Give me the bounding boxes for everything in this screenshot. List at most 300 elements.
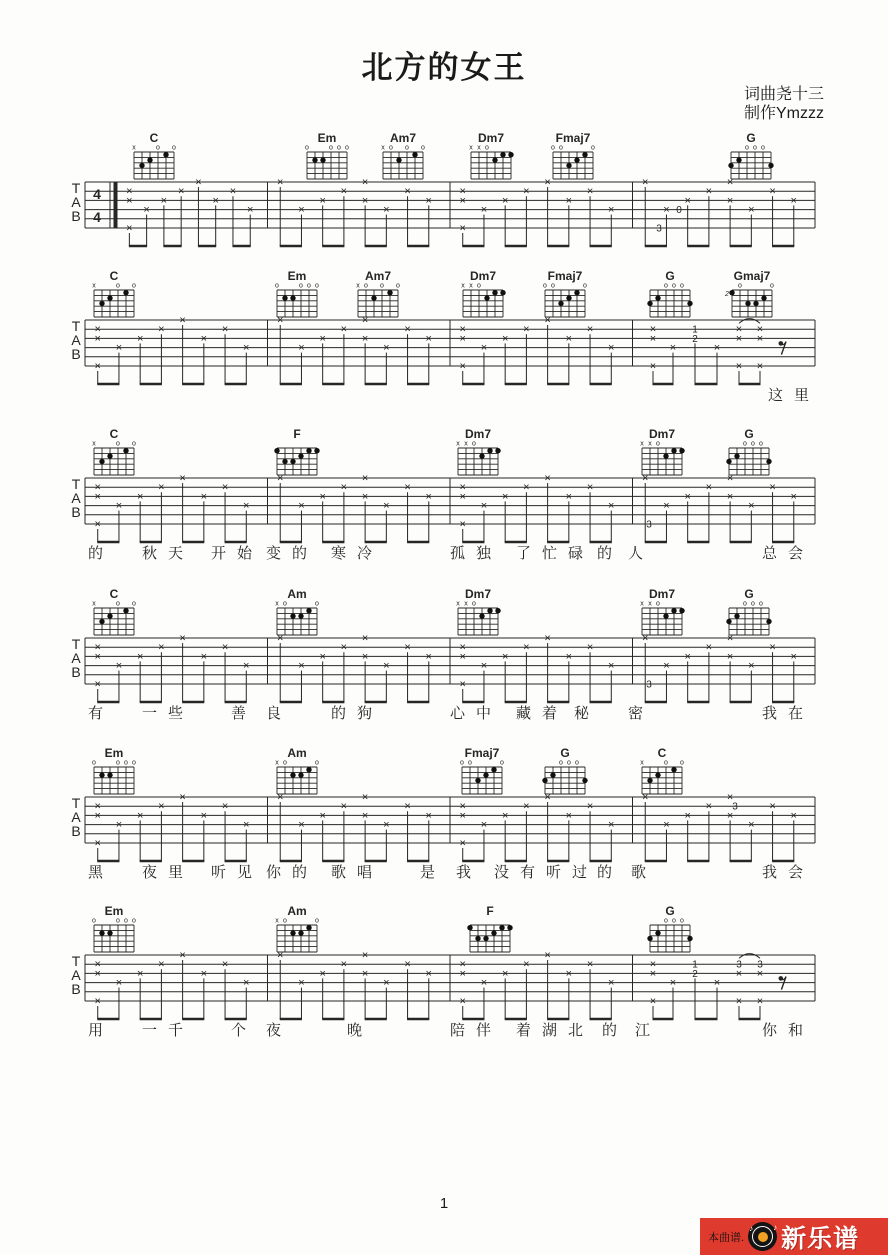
- svg-text:G: G: [744, 587, 754, 601]
- svg-text:×: ×: [404, 481, 411, 494]
- svg-text:o: o: [664, 917, 668, 925]
- svg-text:G: G: [744, 427, 754, 441]
- svg-text:×: ×: [383, 660, 390, 673]
- svg-text:×: ×: [221, 958, 229, 971]
- lyric-word: 我在: [762, 705, 815, 722]
- svg-text:o: o: [743, 600, 747, 608]
- svg-text:×: ×: [298, 819, 305, 832]
- svg-text:o: o: [421, 144, 425, 152]
- svg-text:o: o: [468, 759, 472, 767]
- svg-text:×: ×: [756, 967, 764, 980]
- svg-text:×: ×: [340, 185, 348, 198]
- svg-text:×: ×: [669, 977, 677, 990]
- lyric-word: 的: [88, 545, 115, 562]
- clef-letter: A: [71, 650, 81, 666]
- chord-diagram-Dm7: [461, 269, 505, 317]
- svg-text:×: ×: [790, 650, 797, 663]
- svg-text:o: o: [770, 282, 774, 290]
- chord-diagram-C: [132, 131, 176, 179]
- svg-text:Dm7: Dm7: [477, 131, 505, 145]
- svg-text:x: x: [92, 600, 96, 608]
- svg-text:o: o: [753, 144, 757, 152]
- svg-text:×: ×: [179, 791, 186, 804]
- svg-text:×: ×: [790, 194, 797, 207]
- chord-diagram-Fmaj7: [460, 746, 504, 794]
- svg-text:×: ×: [179, 949, 186, 962]
- svg-text:×: ×: [243, 342, 250, 355]
- svg-text:o: o: [315, 282, 319, 290]
- svg-text:×: ×: [748, 819, 755, 832]
- svg-text:×: ×: [158, 641, 165, 654]
- chord-diagram-Dm7: [456, 587, 500, 635]
- svg-text:×: ×: [459, 481, 466, 494]
- fret-number: 3: [656, 223, 662, 235]
- svg-text:x: x: [469, 282, 473, 290]
- lyric-word: 人: [628, 545, 655, 562]
- svg-text:Am: Am: [287, 904, 307, 918]
- lyric-word: 是: [420, 864, 447, 881]
- fret-number: 3: [646, 679, 652, 691]
- svg-text:×: ×: [404, 641, 411, 654]
- svg-text:x: x: [464, 440, 468, 448]
- svg-text:o: o: [283, 600, 287, 608]
- svg-text:Fmaj7: Fmaj7: [547, 269, 583, 283]
- chord-diagram-G: [647, 904, 692, 952]
- svg-text:Dm7: Dm7: [648, 587, 676, 601]
- svg-text:o: o: [559, 144, 563, 152]
- svg-text:×: ×: [649, 323, 657, 336]
- svg-text:o: o: [315, 759, 319, 767]
- svg-text:×: ×: [459, 958, 466, 971]
- svg-text:×: ×: [383, 204, 390, 217]
- svg-text:×: ×: [459, 332, 466, 345]
- lyric-word: 你和: [762, 1022, 815, 1039]
- svg-text:×: ×: [769, 800, 776, 813]
- svg-text:×: ×: [726, 650, 734, 663]
- svg-text:o: o: [751, 600, 755, 608]
- svg-text:x: x: [92, 440, 96, 448]
- svg-text:×: ×: [501, 650, 509, 663]
- music-note-icon: ♪: [749, 1224, 754, 1233]
- svg-text:×: ×: [200, 490, 208, 503]
- svg-text:C: C: [109, 427, 119, 441]
- svg-text:×: ×: [459, 837, 466, 850]
- svg-text:×: ×: [649, 332, 657, 345]
- svg-text:×: ×: [94, 518, 101, 531]
- clef-letter: T: [71, 476, 81, 492]
- chord-diagram-G: [647, 269, 692, 317]
- svg-text:x: x: [648, 440, 652, 448]
- system-4: [71, 587, 815, 722]
- svg-text:o: o: [738, 282, 742, 290]
- lyric-word: 这里: [768, 387, 821, 404]
- svg-text:o: o: [567, 759, 571, 767]
- svg-text:×: ×: [501, 194, 509, 207]
- clef-letter: T: [71, 953, 81, 969]
- svg-text:×: ×: [298, 977, 305, 990]
- lyric-word: 寒冷: [331, 545, 384, 562]
- svg-text:×: ×: [115, 819, 123, 832]
- svg-text:o: o: [329, 144, 333, 152]
- svg-text:×: ×: [459, 967, 466, 980]
- clef-letter: T: [71, 636, 81, 652]
- lyric-word: 的: [597, 864, 624, 881]
- chord-diagram-Fmaj7: [551, 131, 595, 179]
- svg-text:×: ×: [608, 660, 615, 673]
- svg-text:×: ×: [361, 194, 369, 207]
- svg-text:×: ×: [684, 490, 691, 503]
- svg-text:o: o: [275, 282, 279, 290]
- svg-text:×: ×: [459, 995, 466, 1008]
- svg-text:o: o: [460, 759, 464, 767]
- lyric-word: 总会: [762, 545, 815, 562]
- svg-text:o: o: [680, 759, 684, 767]
- svg-text:×: ×: [383, 342, 390, 355]
- svg-text:x: x: [469, 144, 473, 152]
- svg-text:x: x: [477, 144, 481, 152]
- svg-text:×: ×: [136, 490, 144, 503]
- svg-text:×: ×: [735, 967, 743, 980]
- svg-text:×: ×: [361, 314, 369, 327]
- lyric-word: 良: [266, 705, 293, 722]
- svg-text:×: ×: [425, 194, 432, 207]
- svg-text:o: o: [92, 759, 96, 767]
- lyric-line: [88, 864, 814, 881]
- chord-diagram-Am: [275, 904, 319, 952]
- svg-text:×: ×: [705, 481, 713, 494]
- svg-text:×: ×: [361, 176, 369, 189]
- svg-text:o: o: [283, 917, 287, 925]
- svg-text:×: ×: [565, 332, 573, 345]
- svg-text:×: ×: [243, 500, 250, 513]
- svg-text:×: ×: [115, 660, 123, 673]
- svg-text:C: C: [657, 746, 667, 760]
- svg-text:o: o: [132, 917, 136, 925]
- tab-notes: [95, 473, 797, 543]
- clef-letter: B: [71, 823, 81, 839]
- svg-text:×: ×: [340, 958, 348, 971]
- svg-text:×: ×: [669, 342, 677, 355]
- chord-diagram-Em: [92, 904, 136, 952]
- svg-text:×: ×: [277, 791, 284, 804]
- lyric-word: 用: [88, 1022, 115, 1039]
- svg-text:×: ×: [726, 490, 734, 503]
- svg-text:×: ×: [748, 660, 755, 673]
- svg-text:×: ×: [713, 977, 721, 990]
- svg-text:×: ×: [298, 342, 305, 355]
- svg-text:×: ×: [383, 500, 390, 513]
- tab-notes: [126, 177, 797, 247]
- svg-text:×: ×: [663, 660, 670, 673]
- svg-text:×: ×: [277, 949, 284, 962]
- svg-text:o: o: [743, 440, 747, 448]
- svg-text:×: ×: [480, 342, 488, 355]
- svg-text:×: ×: [459, 641, 466, 654]
- svg-text:×: ×: [94, 995, 101, 1008]
- chord-diagram-G: [726, 427, 771, 475]
- chord-diagram-Dm7: [456, 427, 500, 475]
- svg-text:o: o: [315, 600, 319, 608]
- svg-text:×: ×: [544, 472, 551, 485]
- svg-text:o: o: [656, 440, 660, 448]
- svg-text:×: ×: [94, 809, 101, 822]
- svg-text:×: ×: [126, 222, 133, 235]
- svg-text:×: ×: [726, 472, 734, 485]
- lyric-word: 孤独: [450, 545, 503, 562]
- svg-text:2: 2: [692, 968, 698, 980]
- svg-text:o: o: [664, 282, 668, 290]
- chord-diagram-G: [542, 746, 587, 794]
- svg-text:×: ×: [94, 323, 101, 336]
- svg-text:×: ×: [361, 967, 369, 980]
- svg-text:×: ×: [361, 650, 369, 663]
- svg-text:o: o: [680, 917, 684, 925]
- lyric-line: [88, 544, 814, 562]
- svg-text:o: o: [132, 600, 136, 608]
- svg-text:×: ×: [361, 632, 369, 645]
- svg-text:o: o: [307, 282, 311, 290]
- lyric-line: [768, 387, 820, 404]
- svg-text:×: ×: [425, 332, 432, 345]
- lyric-word: 心中: [450, 705, 503, 722]
- svg-text:×: ×: [586, 800, 594, 813]
- svg-text:×: ×: [243, 660, 250, 673]
- svg-text:×: ×: [459, 490, 466, 503]
- svg-text:x: x: [648, 600, 652, 608]
- chord-diagram-Dm7: [640, 427, 684, 475]
- lyric-word: 有: [88, 705, 115, 722]
- credits: [744, 85, 824, 123]
- svg-text:1: 1: [692, 324, 698, 336]
- page-number: 1: [439, 1195, 449, 1212]
- svg-text:×: ×: [735, 360, 743, 373]
- svg-text:×: ×: [94, 332, 101, 345]
- lyric-word: 夜: [266, 1022, 293, 1039]
- svg-text:×: ×: [94, 650, 101, 663]
- svg-text:×: ×: [94, 360, 101, 373]
- svg-text:×: ×: [136, 809, 144, 822]
- svg-text:×: ×: [126, 185, 133, 198]
- svg-text:×: ×: [642, 176, 649, 189]
- svg-text:o: o: [543, 282, 547, 290]
- lyric-word: 一千: [142, 1022, 195, 1039]
- svg-text:o: o: [583, 282, 587, 290]
- chord-diagram-Am: [275, 746, 319, 794]
- svg-text:×: ×: [480, 660, 488, 673]
- svg-text:×: ×: [94, 837, 101, 850]
- svg-text:×: ×: [361, 490, 369, 503]
- clef-letter: B: [71, 208, 81, 224]
- svg-text:×: ×: [459, 194, 466, 207]
- svg-text:×: ×: [586, 958, 594, 971]
- chord-diagram-C: [92, 269, 136, 317]
- svg-text:×: ×: [480, 204, 488, 217]
- chord-diagram-C: [92, 587, 136, 635]
- chord-diagram-F: [467, 904, 512, 952]
- svg-text:2: 2: [692, 333, 698, 345]
- svg-text:×: ×: [94, 967, 101, 980]
- lyric-word: 我: [456, 864, 483, 881]
- svg-text:×: ×: [425, 809, 432, 822]
- svg-text:×: ×: [126, 194, 133, 207]
- svg-text:×: ×: [649, 967, 657, 980]
- svg-text:×: ×: [221, 641, 229, 654]
- svg-text:×: ×: [277, 632, 284, 645]
- lyric-word: 变的: [266, 545, 319, 562]
- svg-text:G: G: [665, 269, 675, 283]
- svg-text:×: ×: [221, 800, 229, 813]
- svg-text:3: 3: [736, 959, 742, 971]
- svg-text:×: ×: [115, 342, 123, 355]
- fret-number: 3: [646, 519, 652, 531]
- svg-text:×: ×: [319, 332, 326, 345]
- chord-diagram-G: [726, 587, 771, 635]
- svg-text:×: ×: [649, 360, 657, 373]
- svg-text:×: ×: [277, 314, 284, 327]
- svg-text:×: ×: [383, 977, 390, 990]
- svg-text:×: ×: [158, 958, 165, 971]
- chord-diagram-Am7: [356, 269, 400, 317]
- svg-text:×: ×: [544, 176, 551, 189]
- lyric-word: 歌唱: [331, 864, 384, 881]
- svg-text:Am7: Am7: [364, 269, 392, 283]
- svg-text:Fmaj7: Fmaj7: [464, 746, 500, 760]
- svg-text:Em: Em: [104, 746, 124, 760]
- credit-maker: 制作Ymzzz: [743, 105, 824, 122]
- svg-text:4: 4: [93, 186, 101, 202]
- credit-composer: 词曲尧十三: [743, 86, 824, 103]
- lyric-word: 夜里: [142, 864, 195, 881]
- svg-text:×: ×: [179, 314, 186, 327]
- svg-text:×: ×: [243, 819, 250, 832]
- svg-text:×: ×: [523, 641, 530, 654]
- svg-text:×: ×: [608, 819, 615, 832]
- lyric-word: 陪伴: [450, 1022, 503, 1039]
- svg-text:Am: Am: [287, 746, 307, 760]
- svg-text:×: ×: [404, 958, 411, 971]
- svg-text:×: ×: [459, 678, 466, 691]
- svg-text:C: C: [109, 587, 119, 601]
- fret-number: 3: [732, 801, 738, 813]
- svg-text:o: o: [389, 144, 393, 152]
- svg-text:x: x: [92, 282, 96, 290]
- system-6: [71, 904, 815, 1039]
- lyric-word: 歌: [631, 864, 658, 881]
- lyric-word: 着湖北: [516, 1022, 595, 1039]
- svg-text:o: o: [761, 144, 765, 152]
- svg-text:×: ×: [459, 809, 466, 822]
- svg-text:o: o: [132, 440, 136, 448]
- svg-text:×: ×: [663, 500, 670, 513]
- svg-text:×: ×: [319, 650, 326, 663]
- svg-text:o: o: [759, 600, 763, 608]
- svg-text:x: x: [464, 600, 468, 608]
- svg-text:×: ×: [340, 323, 348, 336]
- svg-text:o: o: [656, 600, 660, 608]
- lyric-word: 晚: [347, 1022, 374, 1039]
- fret-number: 0: [676, 205, 682, 217]
- svg-text:×: ×: [663, 204, 670, 217]
- svg-text:×: ×: [340, 641, 348, 654]
- lyric-word: 没有听过: [494, 864, 599, 881]
- svg-text:o: o: [551, 144, 555, 152]
- clef-letter: A: [71, 967, 81, 983]
- svg-text:4: 4: [93, 209, 101, 225]
- svg-text:×: ×: [705, 185, 713, 198]
- svg-text:×: ×: [459, 360, 466, 373]
- svg-text:o: o: [337, 144, 341, 152]
- svg-text:×: ×: [404, 185, 411, 198]
- svg-text:×: ×: [565, 650, 573, 663]
- svg-text:×: ×: [361, 791, 369, 804]
- lyric-word: 黑: [88, 864, 115, 881]
- svg-text:×: ×: [586, 481, 594, 494]
- svg-text:x: x: [275, 759, 279, 767]
- svg-text:G: G: [560, 746, 570, 760]
- svg-text:×: ×: [523, 958, 530, 971]
- chord-diagram-Dm7: [469, 131, 513, 179]
- lyric-word: 秋天: [142, 545, 195, 562]
- svg-text:x: x: [456, 600, 460, 608]
- svg-text:o: o: [380, 282, 384, 290]
- svg-text:o: o: [345, 144, 349, 152]
- svg-text:o: o: [472, 440, 476, 448]
- svg-text:Dm7: Dm7: [464, 427, 492, 441]
- svg-text:o: o: [156, 144, 160, 152]
- music-note-icon: ♪: [773, 1223, 778, 1232]
- svg-text:×: ×: [221, 323, 229, 336]
- tab-notes: [95, 792, 797, 862]
- svg-text:×: ×: [459, 800, 466, 813]
- svg-text:×: ×: [383, 819, 390, 832]
- chord-diagram-C: [640, 746, 684, 794]
- svg-text:×: ×: [684, 194, 691, 207]
- svg-text:×: ×: [277, 472, 284, 485]
- svg-text:o: o: [92, 917, 96, 925]
- svg-text:×: ×: [361, 949, 369, 962]
- svg-text:×: ×: [158, 481, 165, 494]
- clef-letter: A: [71, 332, 81, 348]
- vinyl-record-icon: [748, 1222, 777, 1251]
- svg-text:×: ×: [544, 791, 551, 804]
- svg-text:×: ×: [565, 809, 573, 822]
- chord-diagram-Em: [275, 269, 319, 317]
- clef-letter: B: [71, 346, 81, 362]
- svg-text:×: ×: [319, 809, 326, 822]
- svg-text:o: o: [132, 759, 136, 767]
- svg-text:×: ×: [756, 332, 764, 345]
- svg-text:×: ×: [608, 342, 615, 355]
- svg-text:×: ×: [756, 360, 764, 373]
- svg-text:F: F: [486, 904, 494, 918]
- svg-text:o: o: [751, 440, 755, 448]
- svg-text:o: o: [745, 144, 749, 152]
- svg-text:×: ×: [136, 650, 144, 663]
- system-2: [71, 269, 820, 404]
- svg-text:Em: Em: [104, 904, 124, 918]
- svg-text:×: ×: [480, 819, 488, 832]
- svg-text:×: ×: [726, 809, 734, 822]
- svg-text:×: ×: [735, 332, 743, 345]
- svg-text:Am7: Am7: [389, 131, 417, 145]
- svg-text:o: o: [672, 917, 676, 925]
- svg-text:x: x: [640, 759, 644, 767]
- svg-text:×: ×: [684, 809, 691, 822]
- svg-text:×: ×: [501, 967, 509, 980]
- svg-text:2: 2: [725, 291, 729, 298]
- lyric-word: 的: [597, 545, 624, 562]
- svg-text:×: ×: [319, 490, 326, 503]
